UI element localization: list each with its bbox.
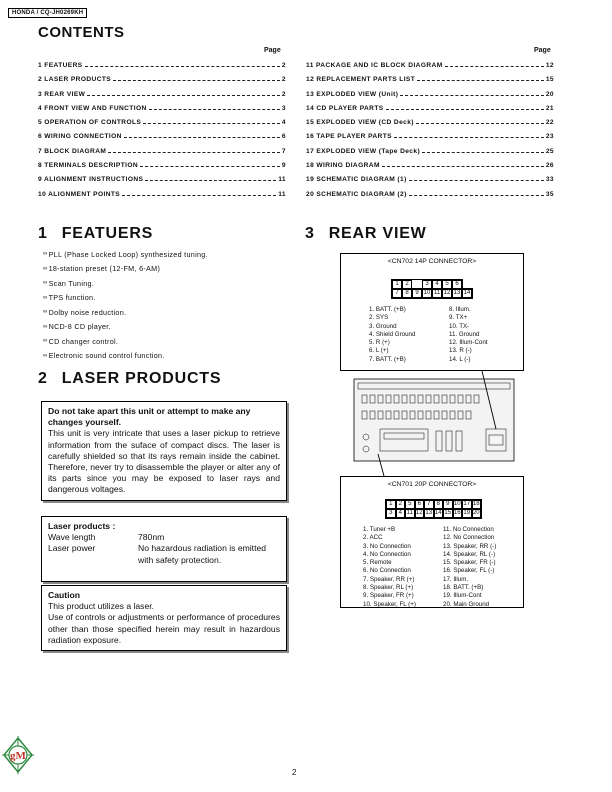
- toc-entry-title: 6 WIRING CONNECTION: [38, 133, 122, 141]
- cn702-pin-list-right: [449, 306, 488, 364]
- connector-pin: 1: [392, 280, 402, 289]
- connector-pin: 7: [424, 500, 434, 509]
- toc-entry-page: 21: [545, 104, 554, 112]
- cn701-pin-row-bottom: [385, 508, 482, 519]
- section-number: 1: [38, 225, 48, 242]
- toc-leader: [382, 166, 544, 167]
- connector-pin: 14: [434, 510, 442, 516]
- caution-heading: Caution: [48, 590, 80, 600]
- toc-entry[interactable]: [306, 162, 554, 176]
- rear-view-diagram: [340, 253, 524, 608]
- rear-panel-drawing: [340, 371, 524, 476]
- feature-text: Scan Tuning.: [48, 278, 95, 288]
- toc-leader: [409, 180, 544, 181]
- spec-label: Wave length: [48, 532, 96, 543]
- toc-entry-page: 22: [545, 119, 554, 127]
- toc-entry[interactable]: [306, 76, 554, 90]
- toc-entry[interactable]: [38, 176, 286, 190]
- features-heading: [38, 225, 153, 243]
- toc-leader: [113, 80, 280, 81]
- toc-entry-page: 25: [545, 147, 554, 155]
- toc-leader: [445, 66, 544, 67]
- connector-pin: 11: [406, 510, 413, 516]
- toc-entry[interactable]: [38, 133, 286, 147]
- connector-pin: 13: [453, 290, 461, 296]
- model-tag: HONDA / CQ-JH0269KH: [8, 8, 87, 18]
- pin-assignment: 3. Ground: [369, 322, 397, 330]
- connector-pin: 4: [396, 509, 406, 518]
- toc-entry-title: 15 EXPLODED VIEW (CD Deck): [306, 119, 414, 127]
- cn701-pin-list-right: [443, 526, 496, 609]
- toc-leader: [124, 137, 280, 138]
- connector-pin: 4: [432, 280, 442, 289]
- toc-leader: [422, 152, 544, 153]
- connector-pin: 18: [472, 501, 480, 507]
- bullet-icon: ∞: [43, 338, 48, 345]
- pin-assignment: 15. Speaker, FR (-): [443, 559, 496, 567]
- connector-pin: 7: [392, 289, 402, 298]
- toc-right-column: [306, 62, 554, 205]
- laser-heading: [38, 370, 221, 388]
- toc-entry-page: 11: [278, 190, 286, 198]
- features-list: [43, 247, 208, 363]
- toc-entry[interactable]: [306, 133, 554, 147]
- pin-assignment: 5. Remote: [363, 559, 392, 567]
- pin-assignment: 4. No Connection: [363, 550, 411, 558]
- spec-value: 780nm: [138, 532, 165, 543]
- pin-assignment: 18. BATT. (+B): [443, 584, 484, 592]
- pin-assignment: 9. Speaker, FR (+): [363, 592, 414, 600]
- toc-leader: [87, 95, 280, 96]
- spec-heading: Laser products :: [48, 521, 116, 531]
- feature-item: [43, 262, 208, 277]
- toc-entry[interactable]: [38, 105, 286, 119]
- bullet-icon: ∞: [43, 251, 48, 258]
- pin-assignment: 20. Main Ground: [443, 600, 490, 608]
- connector-pin: 10: [423, 290, 431, 296]
- connector-pin: 3: [386, 509, 396, 518]
- section-title: FEATUERS: [61, 225, 154, 242]
- toc-entry-title: 8 TERMINALS DESCRIPTION: [38, 162, 139, 170]
- connector-pin: 6: [415, 500, 425, 509]
- feature-item: [43, 291, 208, 306]
- toc-entry-title: 11 PACKAGE AND IC BLOCK DIAGRAM: [306, 62, 443, 69]
- toc-entry-page: 6: [281, 133, 286, 141]
- feature-item: [43, 247, 208, 262]
- pin-assignment: 8. Speaker, RL (+): [363, 584, 414, 592]
- connector-pin: 8: [402, 289, 412, 298]
- svg-text:gM: gM: [10, 750, 26, 762]
- pin-assignment: 16. Speaker, FL (-): [443, 567, 495, 575]
- toc-entry[interactable]: [306, 119, 554, 133]
- feature-item: [43, 349, 208, 364]
- toc-leader: [108, 152, 280, 153]
- spec-row-wavelength: [48, 532, 280, 543]
- toc-entry-title: 10 ALIGNMENT POINTS: [38, 190, 121, 198]
- pin-assignment: 13. Speaker, RR (-): [443, 542, 497, 550]
- toc-entry[interactable]: [38, 119, 286, 133]
- toc-entry[interactable]: [306, 148, 554, 162]
- cn701-pin-list-left: [363, 526, 416, 609]
- toc-leader: [417, 80, 544, 81]
- toc-entry-title: 17 EXPLODED VIEW (Tape Deck): [306, 147, 421, 155]
- toc-entry[interactable]: [38, 62, 286, 76]
- toc-entry[interactable]: [38, 76, 286, 90]
- connector-pin: 3: [422, 280, 432, 289]
- feature-text: Dolby noise reduction.: [48, 307, 127, 317]
- page-column-label: Page: [534, 47, 551, 54]
- rear-view-heading: [305, 225, 427, 243]
- toc-leader: [400, 95, 543, 96]
- cn702-pin-row-bottom: [391, 288, 473, 299]
- connector-pin: 19: [463, 510, 471, 516]
- warning-body: This unit is very intricate that uses a laser pickup to retrieve information from the suface of compact discs. The laser is carefully shielded so that its rays remain inside the cabinet. Therefore, never try to disassemble the player or alter any of its parts since you may be exposed to laser rays and dangerous voltages.: [48, 428, 280, 495]
- toc-entry-page: 35: [545, 190, 554, 198]
- connector-pin: 2: [396, 500, 406, 509]
- contents-title: CONTENTS: [38, 24, 125, 41]
- connector-pin: 8: [434, 500, 444, 509]
- connector-pin: 15: [444, 510, 452, 516]
- connector-pin: 9: [412, 289, 422, 298]
- feature-text: PLL (Phase Locked Loop) synthesized tuning.: [48, 249, 208, 259]
- pin-assignment: 14. Speaker, RL (-): [443, 550, 496, 558]
- bullet-icon: ∞: [43, 280, 48, 287]
- toc-leader: [149, 109, 280, 110]
- page-number: 2: [292, 768, 297, 777]
- toc-entry[interactable]: [38, 148, 286, 162]
- feature-item: [43, 320, 208, 335]
- warning-heading: Do not take apart this unit or attempt to make any changes yourself.: [48, 406, 251, 428]
- pin-assignment: 12. Illum-Cont: [449, 339, 488, 347]
- page-column-label: Page: [264, 47, 281, 54]
- toc-leader: [140, 166, 280, 167]
- feature-text: Electronic sound control function.: [48, 351, 165, 361]
- toc-entry-title: 4 FRONT VIEW AND FUNCTION: [38, 104, 147, 112]
- feature-item: [43, 305, 208, 320]
- pin-assignment: 13. R (-): [449, 347, 472, 355]
- connector-pin: 17: [463, 501, 471, 507]
- toc-entry-title: 9 ALIGNMENT INSTRUCTIONS: [38, 176, 144, 184]
- toc-left-column: [38, 62, 286, 205]
- cn702-connector-box: [340, 253, 524, 371]
- section-title: LASER PRODUCTS: [61, 370, 222, 387]
- connector-pin: 2: [402, 280, 412, 289]
- pin-assignment: 14. L (-): [449, 355, 471, 363]
- feature-text: CD changer control.: [48, 336, 119, 346]
- toc-entry[interactable]: [306, 91, 554, 105]
- pin-assignment: 1. BATT. (+B): [369, 306, 406, 313]
- toc-entry[interactable]: [306, 105, 554, 119]
- pin-assignment: 2. SYS: [369, 314, 389, 322]
- caution-body: Use of controls or adjustments or performance of procedures other than those specified herein may result in hazardous radiation exposure.: [48, 612, 280, 645]
- toc-entry[interactable]: [38, 162, 286, 176]
- toc-leader: [85, 66, 280, 67]
- bullet-icon: ∞: [43, 352, 48, 359]
- toc-entry[interactable]: [306, 176, 554, 190]
- pin-assignment: 4. Shield Ground: [369, 330, 416, 338]
- connector-pin: 5: [405, 500, 415, 509]
- spec-value: No hazardous radiation is emitted with safety protection.: [138, 543, 267, 565]
- pin-assignment: 11. No Connection: [443, 526, 494, 533]
- pin-assignment: 6. L (+): [369, 347, 389, 355]
- feature-item: [43, 334, 208, 349]
- pin-assignment: 9. TX+: [449, 314, 468, 322]
- cn702-pin-list-left: [369, 306, 415, 364]
- toc-entry-page: 2: [281, 76, 286, 84]
- toc-entry-title: 2 LASER PRODUCTS: [38, 76, 112, 84]
- toc-entry-page: 15: [545, 76, 554, 84]
- pin-assignment: 10. Speaker, FL (+): [363, 600, 416, 608]
- connector-pin: 1: [386, 500, 396, 509]
- pin-assignment: 3. No Connection: [363, 542, 411, 550]
- toc-entry-page: 9: [281, 162, 286, 170]
- toc-entry-page: 23: [545, 133, 554, 141]
- toc-entry-title: 14 CD PLAYER PARTS: [306, 104, 384, 112]
- toc-entry-title: 19 SCHEMATIC DIAGRAM (1): [306, 176, 407, 184]
- toc-leader: [143, 123, 280, 124]
- connector-pin: 20: [472, 510, 480, 516]
- pin-assignment: 7. BATT. (+B): [369, 355, 406, 363]
- toc-entry-title: 12 REPLACEMENT PARTS LIST: [306, 76, 416, 84]
- toc-entry-title: 16 TAPE PLAYER PARTS: [306, 133, 392, 141]
- caution-box: [41, 585, 287, 651]
- connector-pin: 11: [433, 290, 441, 296]
- cn701-connector-box: [340, 476, 524, 608]
- spec-row-power: [48, 543, 280, 565]
- pin-assignment: 7. Speaker, RR (+): [363, 575, 415, 583]
- toc-entry-title: 5 OPERATION OF CONTROLS: [38, 119, 142, 127]
- toc-entry-page: 26: [545, 162, 554, 170]
- spec-label: Laser power: [48, 543, 96, 554]
- pin-assignment: 19. Illum-Cont: [443, 592, 482, 600]
- pin-assignment: 10. TX-: [449, 322, 470, 330]
- cn702-title: <CN702 14P CONNECTOR>: [387, 258, 477, 265]
- toc-leader: [386, 109, 544, 110]
- toc-entry-page: 2: [281, 90, 286, 98]
- toc-entry-page: 7: [281, 147, 286, 155]
- toc-leader: [416, 123, 544, 124]
- section-number: 2: [38, 370, 48, 387]
- bullet-icon: ∞: [43, 323, 48, 330]
- connector-pin: 16: [453, 510, 461, 516]
- toc-entry-page: 12: [545, 62, 554, 69]
- feature-text: TPS function.: [48, 293, 96, 303]
- toc-entry[interactable]: [306, 62, 554, 76]
- section-number: 3: [305, 225, 315, 242]
- toc-leader: [409, 195, 544, 196]
- toc-entry-page: 33: [545, 176, 554, 184]
- toc-leader: [122, 195, 276, 196]
- pin-assignment: 8. Illum.: [449, 306, 471, 313]
- toc-entry-page: 4: [281, 119, 286, 127]
- toc-entry[interactable]: [306, 191, 554, 205]
- toc-entry-title: 20 SCHEMATIC DIAGRAM (2): [306, 190, 407, 198]
- toc-entry-page: 3: [281, 104, 286, 112]
- connector-pin: 5: [442, 280, 452, 289]
- pin-assignment: 17. Illum.: [443, 575, 469, 583]
- caution-line: This product utilizes a laser.: [48, 601, 155, 612]
- toc-entry-page: 2: [281, 62, 286, 69]
- toc-entry-title: 13 EXPLODED VIEW (Unit): [306, 90, 399, 98]
- bullet-icon: ∞: [43, 265, 48, 272]
- connector-pin: 12: [415, 510, 423, 516]
- feature-item: [43, 276, 208, 291]
- connector-pin: 10: [453, 501, 461, 507]
- gm-logo-icon: [2, 736, 34, 774]
- connector-pin: 6: [452, 280, 462, 289]
- connector-pin: 12: [443, 290, 451, 296]
- pin-assignment: 1. Tuner +B: [363, 526, 396, 533]
- toc-leader: [394, 137, 544, 138]
- feature-text: 18-station preset (12-FM, 6-AM): [48, 264, 161, 274]
- feature-text: NCD-8 CD player.: [48, 322, 111, 332]
- pin-assignment: 6. No Connection: [363, 567, 411, 575]
- connector-pin: 14: [463, 290, 471, 296]
- connector-pin: 9: [443, 500, 453, 509]
- cn701-title: <CN701 20P CONNECTOR>: [387, 481, 477, 488]
- toc-leader: [145, 180, 276, 181]
- toc-entry[interactable]: [38, 191, 286, 205]
- laser-specs-box: [41, 516, 287, 582]
- toc-entry-title: 7 BLOCK DIAGRAM: [38, 147, 107, 155]
- laser-warning-box: [41, 401, 287, 501]
- pin-assignment: 5. R (+): [369, 339, 390, 347]
- bullet-icon: ∞: [43, 294, 48, 301]
- toc-entry[interactable]: [38, 91, 286, 105]
- toc-entry-title: 18 WIRING DIAGRAM: [306, 162, 380, 170]
- toc-entry-title: 1 FEATUERS: [38, 62, 83, 69]
- section-title: REAR VIEW: [328, 225, 427, 242]
- connector-pin: 13: [425, 510, 433, 516]
- pin-assignment: 12. No Connection: [443, 534, 495, 542]
- bullet-icon: ∞: [43, 309, 48, 316]
- pin-assignment: 2. ACC: [363, 534, 383, 542]
- pin-assignment: 11. Ground: [449, 330, 480, 338]
- toc-entry-page: 11: [278, 176, 286, 184]
- toc-entry-title: 3 REAR VIEW: [38, 90, 86, 98]
- toc-entry-page: 20: [545, 90, 554, 98]
